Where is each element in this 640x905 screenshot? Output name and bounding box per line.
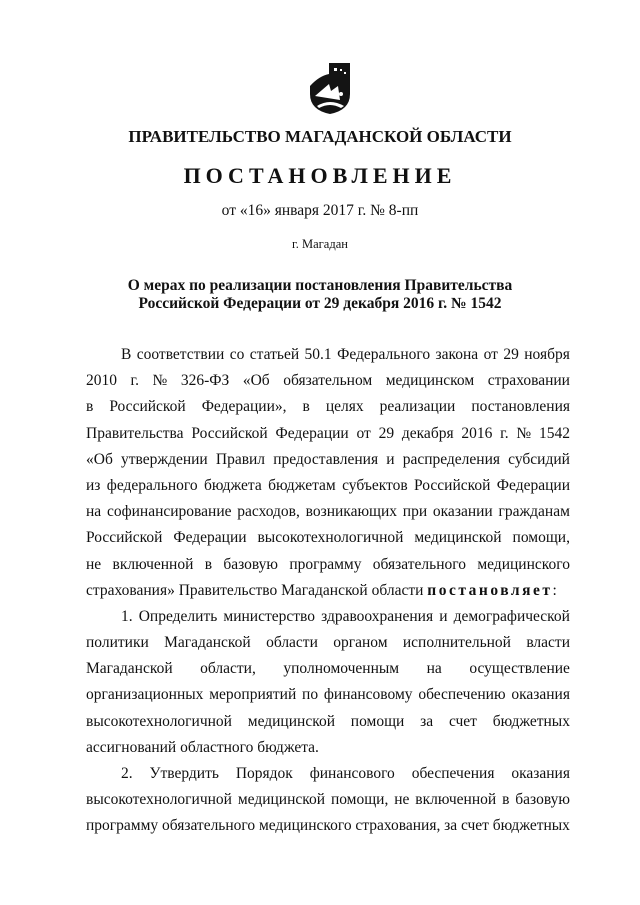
body-word: помощи, (512, 529, 570, 547)
body-word: программу (289, 555, 362, 573)
body-word: 326-ФЗ (180, 372, 230, 390)
body-word: Определить (138, 607, 218, 625)
body-word: обязательного (161, 817, 256, 835)
body-line (86, 421, 570, 447)
decree-word: постановляет (427, 581, 553, 599)
body-word: федерального (106, 476, 198, 494)
body-word: высокотехнологичной (86, 791, 232, 809)
body-word: медицинском (385, 372, 475, 390)
body-line (86, 342, 570, 368)
body-text: страхования» Правительство Магаданской области (86, 581, 424, 599)
body-word: органом (333, 634, 388, 652)
body-word: бюджета (203, 476, 262, 494)
body-line (86, 630, 570, 656)
body-word: в (86, 398, 94, 416)
body-word: «Об (86, 450, 113, 468)
body-word: высокотехнологичной (257, 529, 404, 547)
body-line (86, 735, 570, 761)
body-word: Федерации (173, 529, 247, 547)
body-word: включенной (112, 555, 194, 573)
body-word: бюджетных (492, 817, 570, 835)
body-word: утверждении (120, 450, 208, 468)
body-line (86, 499, 570, 525)
body-word: соответствии (136, 346, 225, 363)
body-word: мероприятий (209, 686, 297, 704)
body-word: обязательного (372, 555, 467, 573)
body-line (86, 473, 570, 499)
body-word: счет (460, 817, 489, 835)
body-word: г. (500, 424, 509, 442)
body-word: уполномоченным (283, 660, 400, 678)
body-word: власти (526, 634, 570, 652)
body-word: при (402, 503, 428, 521)
body-word: за (420, 712, 434, 730)
body-word: базовую (515, 791, 570, 809)
body-word: финансовому (323, 686, 413, 704)
body-word: субъектов (342, 476, 408, 494)
body-word: реализации (379, 398, 456, 416)
body-word: закона (435, 346, 479, 363)
body-word: № (516, 424, 532, 442)
body-word: от (356, 424, 371, 442)
body-word: финансового (309, 765, 395, 782)
body-word: 1542 (539, 424, 570, 442)
body-word: постановления (471, 398, 570, 416)
body-word: 2. (121, 765, 133, 782)
body-word: 2016 (461, 424, 493, 442)
body-word: бюджетных (492, 712, 570, 730)
body-word: предоставления (273, 450, 379, 468)
body-word: осуществление (469, 660, 570, 678)
body-word: обеспечению (418, 686, 506, 704)
body-word: на (426, 660, 442, 678)
body-word: на (86, 503, 102, 521)
body-word: Утвердить (149, 765, 219, 782)
body-word: 29 (503, 346, 519, 363)
body-word: оказании (432, 503, 493, 521)
body-word: помощи (350, 712, 405, 730)
body-line (86, 394, 570, 420)
document-body (86, 342, 570, 840)
body-word: оказания (511, 765, 570, 782)
body-word: возникающих (305, 503, 398, 521)
body-word: Федерального (337, 346, 431, 363)
body-word: из (86, 476, 101, 494)
document-title (0, 277, 640, 313)
body-word: расходов, (237, 503, 300, 521)
body-word: бюджетам (268, 476, 336, 494)
body-word: софинансирование (106, 503, 232, 521)
body-line (86, 552, 570, 578)
body-word: обязательном (283, 372, 373, 390)
body-word: исполнительной (402, 634, 511, 652)
body-line (86, 525, 570, 551)
body-word: 50.1 (304, 346, 332, 363)
body-word: области, (200, 660, 256, 678)
body-word: № (152, 372, 168, 390)
body-word: в (502, 791, 510, 809)
body-word: в (204, 555, 213, 573)
body-word: В (121, 346, 132, 363)
body-word: по (302, 686, 319, 704)
body-word: оказания (511, 686, 570, 704)
body-word: Федерации (496, 476, 570, 494)
body-line (86, 578, 570, 604)
body-word: счет (448, 712, 477, 730)
document-type: ПОСТАНОВЛЕНИЕ (183, 163, 457, 188)
body-word: со (229, 346, 245, 363)
body-text: ассигнований областного бюджета. (86, 738, 319, 756)
body-word: «Об (242, 372, 270, 390)
body-line (86, 709, 570, 735)
body-word: организационных (86, 686, 204, 704)
body-word: и (439, 607, 448, 625)
body-word: гражданам (498, 503, 570, 521)
body-word: высокотехнологичной (86, 712, 232, 730)
coat-of-arms-icon (307, 60, 353, 116)
body-word: ноября (524, 346, 570, 363)
body-word: статьей (249, 346, 300, 363)
body-word: Порядок (235, 765, 293, 782)
body-word: здравоохранения (321, 607, 434, 625)
body-word: распределения (402, 450, 501, 468)
body-word: области (266, 634, 318, 652)
body-word: от (483, 346, 498, 363)
body-word: медицинского (477, 555, 570, 573)
body-word: Правительства (86, 424, 184, 442)
body-word: не (394, 791, 410, 809)
body-line (86, 682, 570, 708)
body-word: медицинской (247, 712, 335, 730)
body-word: медицинской (237, 791, 326, 809)
body-word: Магаданской (164, 634, 251, 652)
body-word: обеспечения (411, 765, 495, 782)
body-word: целях (325, 398, 364, 416)
body-word: медицинского (258, 817, 352, 835)
body-word: Российской (109, 398, 186, 416)
body-line (86, 604, 570, 630)
body-line (86, 787, 570, 813)
body-word: министерство (223, 607, 315, 625)
body-line (86, 813, 570, 839)
organization-name: ПРАВИТЕЛЬСТВО МАГАДАНСКОЙ ОБЛАСТИ (128, 127, 512, 146)
body-word: 2010 (86, 372, 117, 390)
body-word: за (444, 817, 458, 835)
body-word: Магаданской (86, 660, 173, 678)
title-line: Российской Федерации от 29 декабря 2016 г. № 1542 (138, 295, 502, 312)
body-word: г. (130, 372, 140, 390)
body-word: включенной (415, 791, 497, 809)
body-word: Российской (414, 476, 491, 494)
body-word: Федерации (275, 424, 349, 442)
body-word: медицинской (414, 529, 502, 547)
document-date-number: от «16» января 2017 г. № 8-пп (221, 202, 419, 219)
body-word: Российской (86, 529, 163, 547)
body-word: Правил (215, 450, 266, 468)
document-city: г. Магадан (292, 237, 348, 251)
body-word: субсидий (508, 450, 570, 468)
body-line (86, 368, 570, 394)
body-word: в (302, 398, 310, 416)
body-word: программу (86, 817, 159, 835)
body-word: не (86, 555, 102, 573)
body-word: страхования, (355, 817, 441, 835)
body-text: : (552, 581, 557, 599)
body-line (86, 656, 570, 682)
body-word: Российской (191, 424, 268, 442)
body-word: страховании (487, 372, 570, 390)
body-word: помощи, (330, 791, 389, 809)
body-word: 1. (121, 607, 133, 625)
body-word: базовую (223, 555, 279, 573)
body-line (86, 447, 570, 473)
body-word: декабря (401, 424, 454, 442)
body-word: 29 (378, 424, 395, 442)
body-word: демографической (453, 607, 570, 625)
body-word: и (386, 450, 395, 468)
title-line: О мерах по реализации постановления Правительства (127, 277, 513, 294)
body-line (86, 761, 570, 787)
body-word: политики (86, 634, 149, 652)
body-word: Федерации», (201, 398, 287, 416)
